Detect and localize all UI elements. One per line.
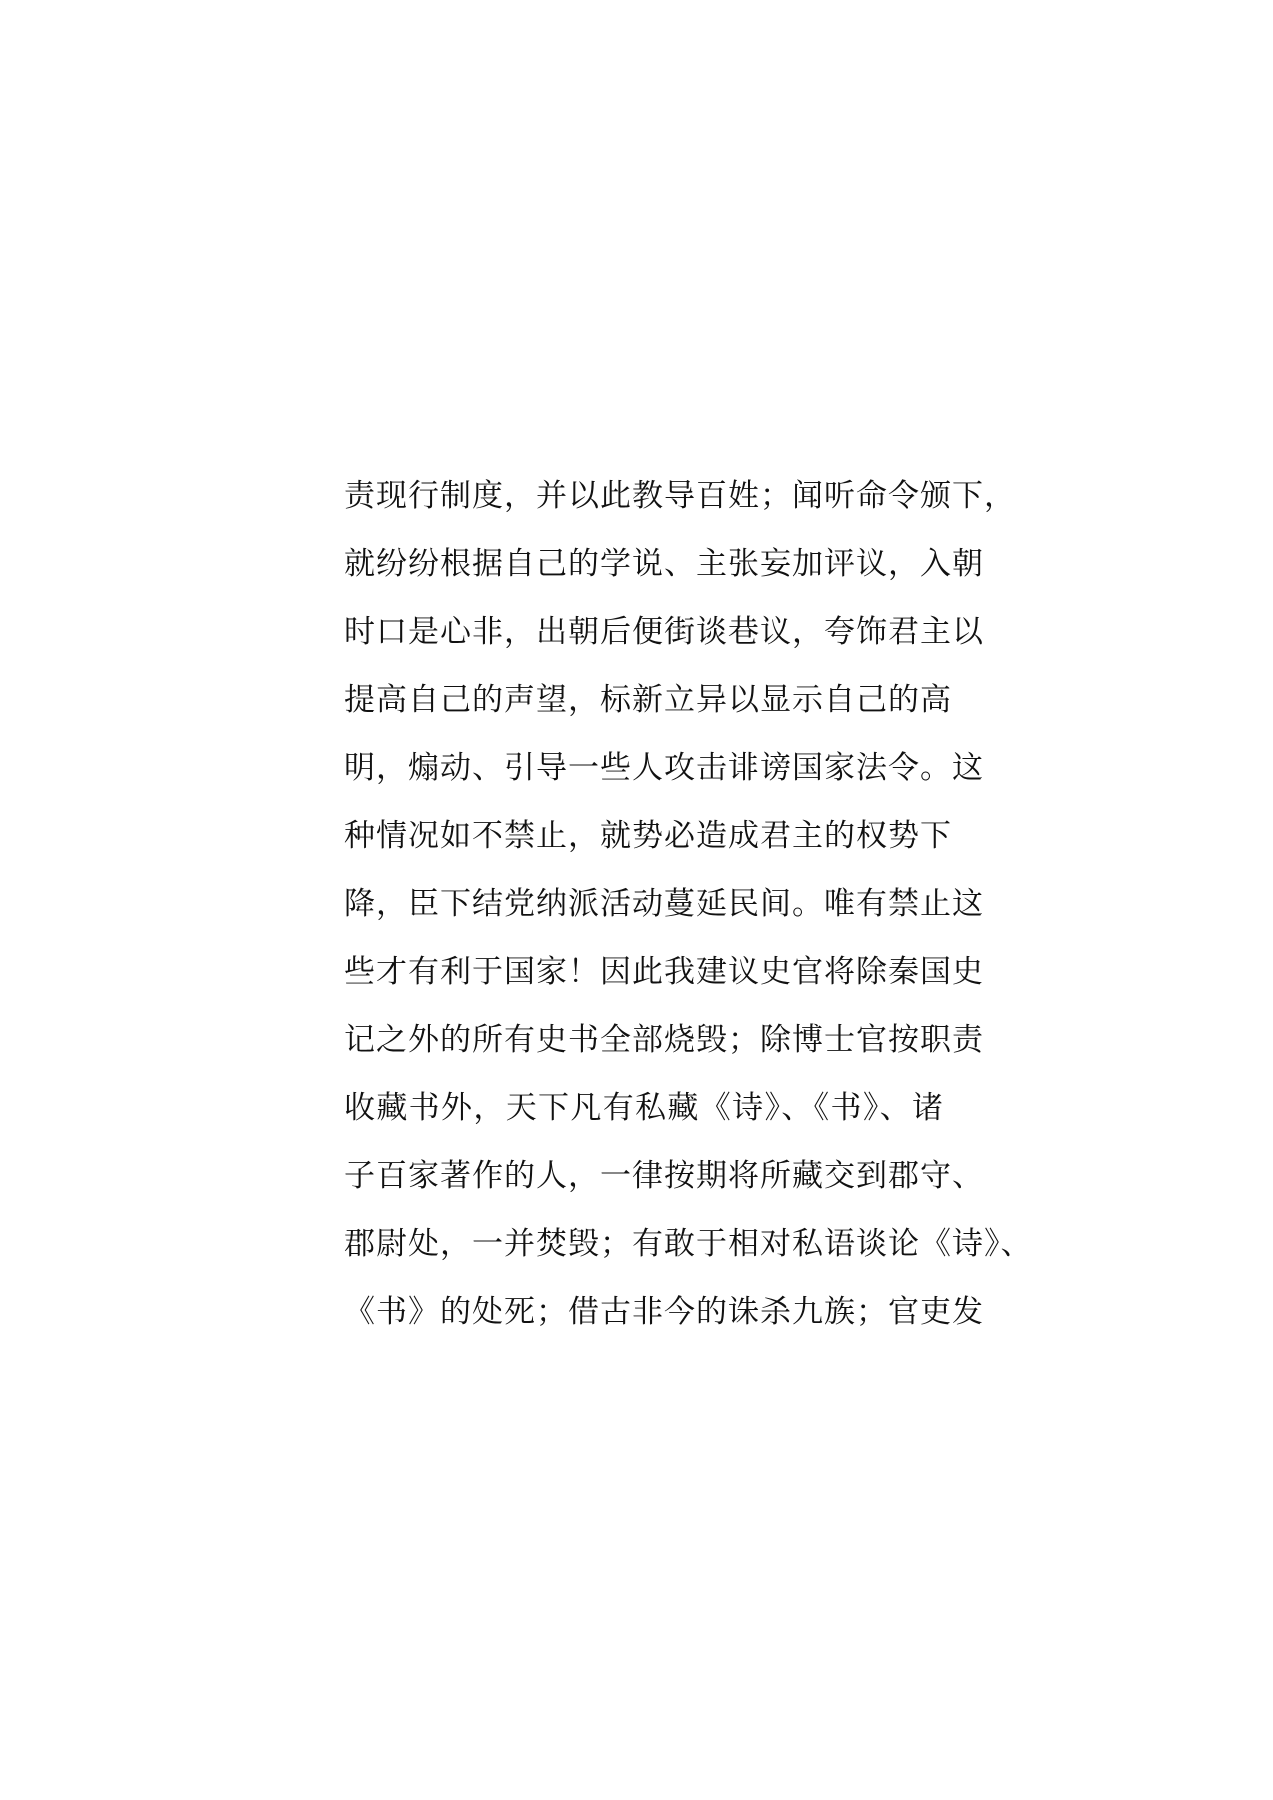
text-line: 《书》的处死；借古非今的诛杀九族；官吏发 — [344, 1294, 984, 1330]
text-line: 种情况如不禁止，就势必造成君主的权势下 — [344, 818, 952, 854]
text-line: 降，臣下结党纳派活动蔓延民间。唯有禁止这 — [344, 886, 984, 922]
text-line: 提高自己的声望，标新立异以显示自己的高 — [344, 682, 952, 718]
text-line: 收藏书外，天下凡有私藏《诗》、《书》、诸 — [344, 1090, 944, 1126]
text-line: 记之外的所有史书全部烧毁；除博士官按职责 — [344, 1022, 984, 1058]
text-line: 郡尉处，一并焚毁；有敢于相对私语谈论《诗》、 — [344, 1226, 1033, 1262]
text-line: 时口是心非，出朝后便街谈巷议，夸饰君主以 — [344, 614, 984, 650]
body-text — [344, 462, 1033, 1346]
text-line: 责现行制度，并以此教导百姓；闻听命令颁下， — [344, 478, 1016, 514]
text-line: 明，煽动、引导一些人攻击诽谤国家法令。这 — [344, 750, 984, 786]
text-line: 些才有利于国家！因此我建议史官将除秦国史 — [344, 954, 984, 990]
text-line: 子百家著作的人，一律按期将所藏交到郡守、 — [344, 1158, 984, 1194]
text-line: 就纷纷根据自己的学说、主张妄加评议，入朝 — [344, 546, 984, 582]
